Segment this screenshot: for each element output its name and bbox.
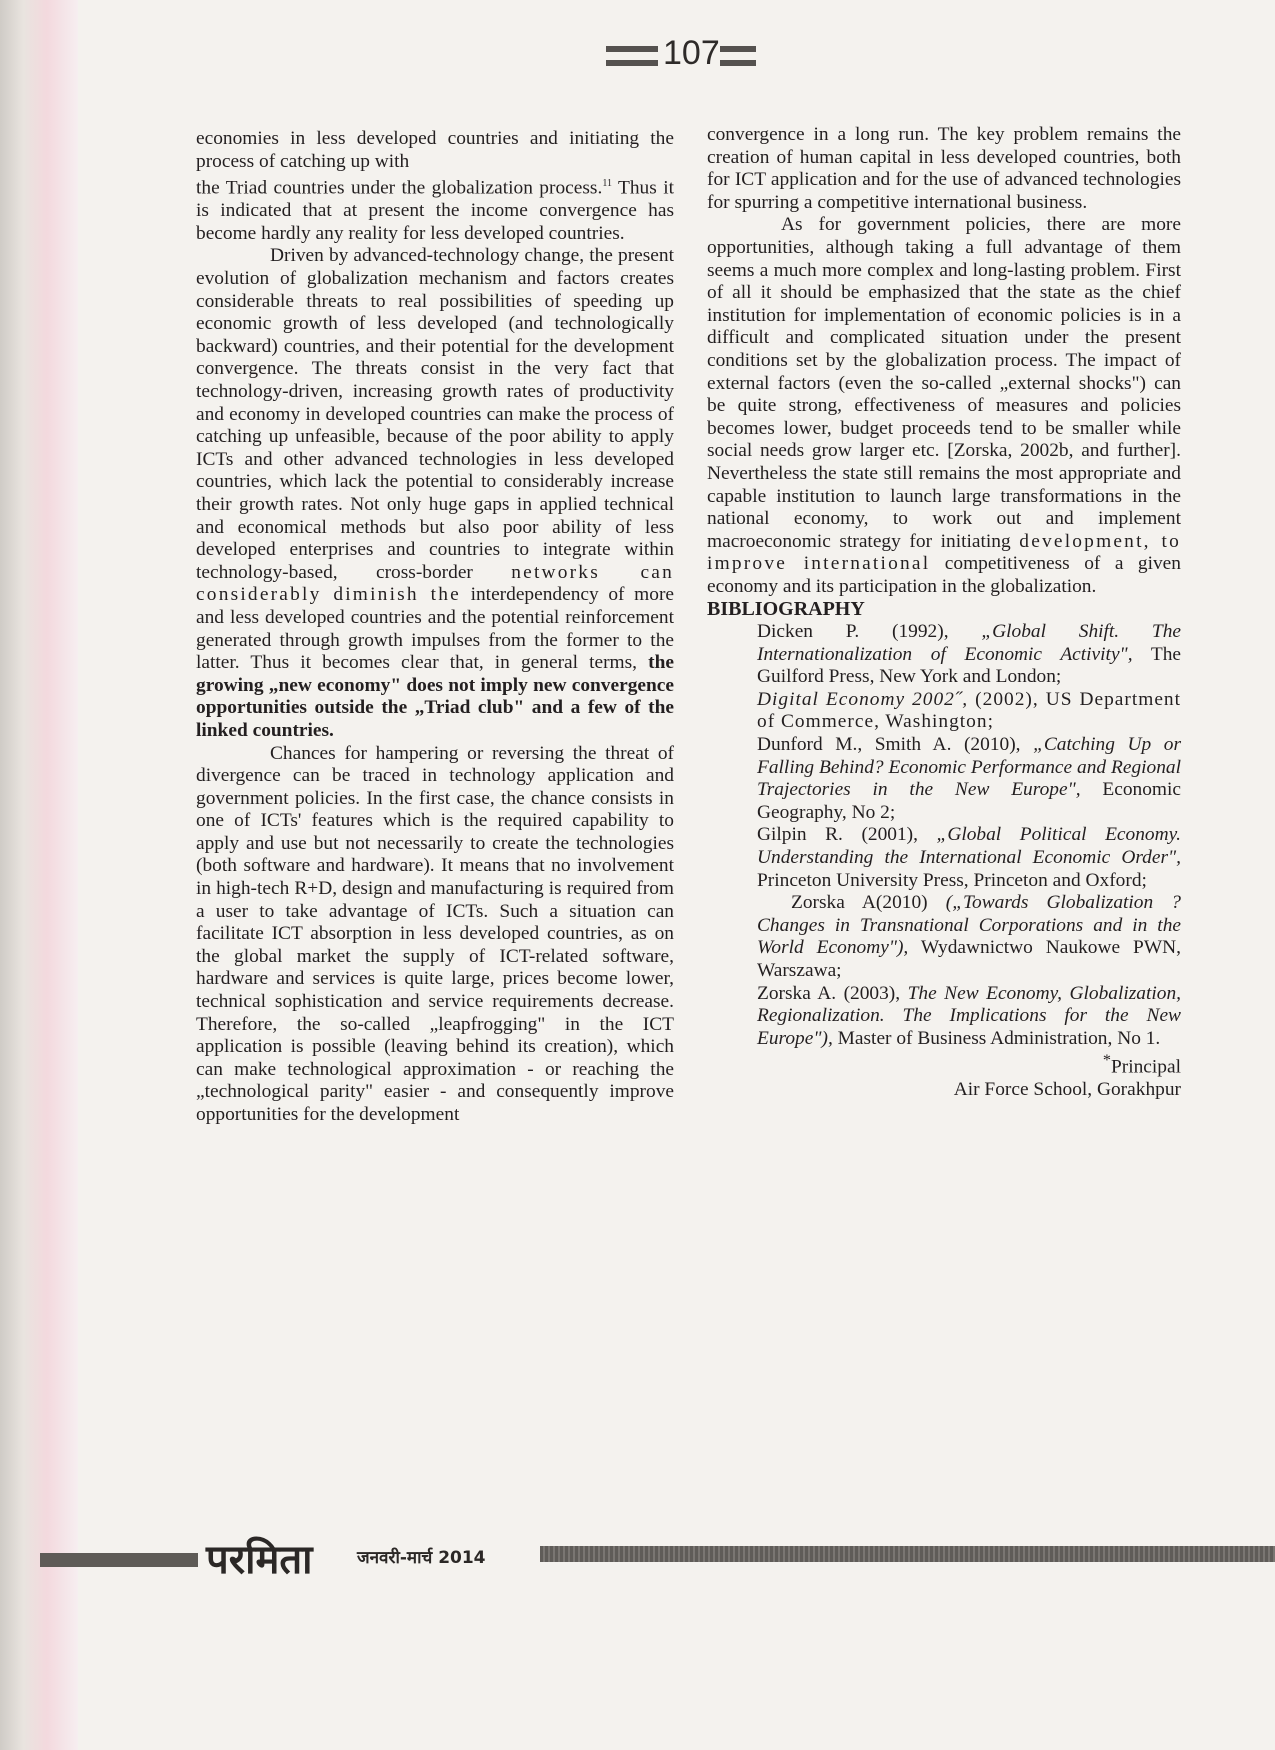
header-rule-right — [720, 46, 756, 52]
author-institution: Air Force School, Gorakhpur — [953, 1079, 1181, 1101]
bibliography-entry — [757, 892, 1181, 982]
footer-rule-right — [540, 1546, 1275, 1562]
header-rule-left — [606, 46, 658, 52]
magazine-title: परमिता — [206, 1537, 313, 1583]
paragraph: economies in less developed countries and initiating the process of catching up with — [196, 128, 674, 172]
paragraph — [707, 214, 1181, 598]
text: Thus it is indicated that at present the income convergence has become hardly any reality for less developed countries. — [196, 177, 674, 244]
bib-publisher: Economic Geography, No 2; — [757, 779, 1182, 823]
issue-date: जनवरी-मार्च 2014 — [357, 1548, 486, 1568]
bibliography-entry — [757, 689, 1181, 734]
author-role: Principal — [1110, 1056, 1181, 1078]
text: development, to improve international — [707, 530, 1181, 575]
bibliography-entry — [757, 983, 1181, 1051]
header-rule-left-2 — [606, 60, 658, 66]
bib-publisher: (2002), US Department of Commerce, Washington; — [757, 688, 1182, 733]
bib-title: „Global Political Economy. Understanding the International Economic Order", — [757, 824, 1181, 868]
bibliography-list — [707, 621, 1181, 1050]
emphasis-text: the growing „new economy" does not imply new convergence opportunities outside the „Triad club" and a few of the linked countries. — [196, 652, 674, 741]
page-number: 107 — [663, 34, 720, 72]
bib-author: Dunford M., Smith A. (2010), — [757, 734, 1034, 756]
bib-publisher: Wydawnictwo Naukowe PWN, Warszawa; — [757, 937, 1181, 981]
bib-title: Digital Economy 2002˝, — [757, 688, 969, 710]
bib-title: The New Economy, Globalization, Regionalization. The Implications for the New Europe"), — [757, 982, 1181, 1049]
paragraph: convergence in a long run. The key problem remains the creation of human capital in less developed countries, both for ICT application and for the use of advanced technologies for spurring a competitive international business. — [707, 124, 1181, 213]
text: Driven by advanced-technology change, the present evolution of globalization mechanism and factors creates considerable threats to real possibilities of speeding up economic growth of less developed (and technologically backward) countries, and their potential for the development convergence. The threats consist in the very fact that technology-driven, increasing growth rates of productivity and economy in developed countries can make the process of catching up unfeasible, because of the poor ability to apply ICTs and other advanced technologies in less developed countries, which lack the potential to considerably increase their growth rates. Not only huge gaps in applied technical and economical methods but also poor ability of less developed enterprises and countries to integrate within technology-based, cross-border — [196, 245, 674, 583]
bib-publisher: Master of Business Administration, No 1. — [832, 1027, 1161, 1049]
footnote-marker: 11 — [602, 178, 612, 190]
text: interdependency of more and less developed countries and the potential reinforcement generated through growth impulses from the former to the latter. Thus it becomes clear that, in general terms, — [196, 584, 675, 674]
bib-title: „Global Shift. The Internationalization of Economic Activity", — [757, 621, 1181, 665]
bibliography-heading: BIBLIOGRAPHY — [707, 598, 865, 621]
affiliation-marker: * — [1102, 1052, 1111, 1070]
text: networks can considerably diminish the — [196, 561, 674, 606]
bib-author: Dicken P. (1992), — [757, 621, 982, 643]
bib-title: („Towards Globalization ? Changes in Transnational Corporations and in the World Economy"), — [757, 892, 1182, 959]
header-rule-right-2 — [720, 60, 756, 66]
bibliography-entry — [757, 734, 1181, 824]
bib-title: „Catching Up or Falling Behind? Economic Performance and Regional Trajectories in the New Europe", — [757, 734, 1181, 801]
left-column — [196, 128, 674, 1127]
right-column — [707, 124, 1181, 1102]
bib-publisher: The Guilford Press, New York and London; — [757, 643, 1181, 688]
bibliography-entry — [757, 824, 1181, 892]
text: the Triad countries under the globalization process. — [196, 177, 603, 199]
bib-author: Zorska A(2010) — [791, 892, 946, 914]
bibliography-entry — [757, 621, 1181, 689]
bib-author: Gilpin R. (2001), — [757, 824, 937, 846]
author-affiliation — [707, 1050, 1181, 1102]
paragraph — [196, 245, 674, 742]
bib-author: Zorska A. (2003), — [757, 982, 908, 1004]
paragraph: Chances for hampering or reversing the threat of divergence can be traced in technology application and government policies. In the first case, the chance consists in one of ICTs' features which is the required capability to apply and use but not necessarily to create the technologies (both software and hardware). It means that no involvement in high-tech R+D, design and manufacturing is required from a user to take advantage of ICTs. Such a situation can facilitate ICT absorption in less developed countries, as on the global market the supply of ICT-related software, hardware and services is quite large, prices become lower, technical sophistication and service requirements decrease. Therefore, the so-called „leapfrogging" in the ICT application is possible (leaving behind its creation), which can make technological approximation - or reaching the „technological parity" easier - and consequently improve opportunities for the development — [196, 742, 674, 1125]
bib-publisher: Princeton University Press, Princeton and Oxford; — [757, 869, 1147, 891]
footer-rule-left — [40, 1553, 198, 1567]
paragraph — [196, 173, 674, 245]
text: competitiveness of a given economy and its participation in the globalization. — [707, 553, 1181, 597]
page-spine-shadow — [0, 0, 78, 1750]
text: As for government policies, there are more opportunities, although taking a full advantage of them seems a much more complex and long-lasting problem. First of all it should be emphasized that the state as the chief institution for implementation of economic policies is in a difficult and complicated situation under the present conditions set by the globalization process. The impact of external factors (even the so-called „external shocks") can be quite strong, effectiveness of measures and policies becomes lower, budget proceeds tend to be smaller while social needs grow larger etc. [Zorska, 2002b, and further]. Nevertheless the state still remains the most appropriate and capable institution to launch large transformations in the national economy, to work out and implement macroeconomic strategy for initiating — [707, 214, 1181, 552]
